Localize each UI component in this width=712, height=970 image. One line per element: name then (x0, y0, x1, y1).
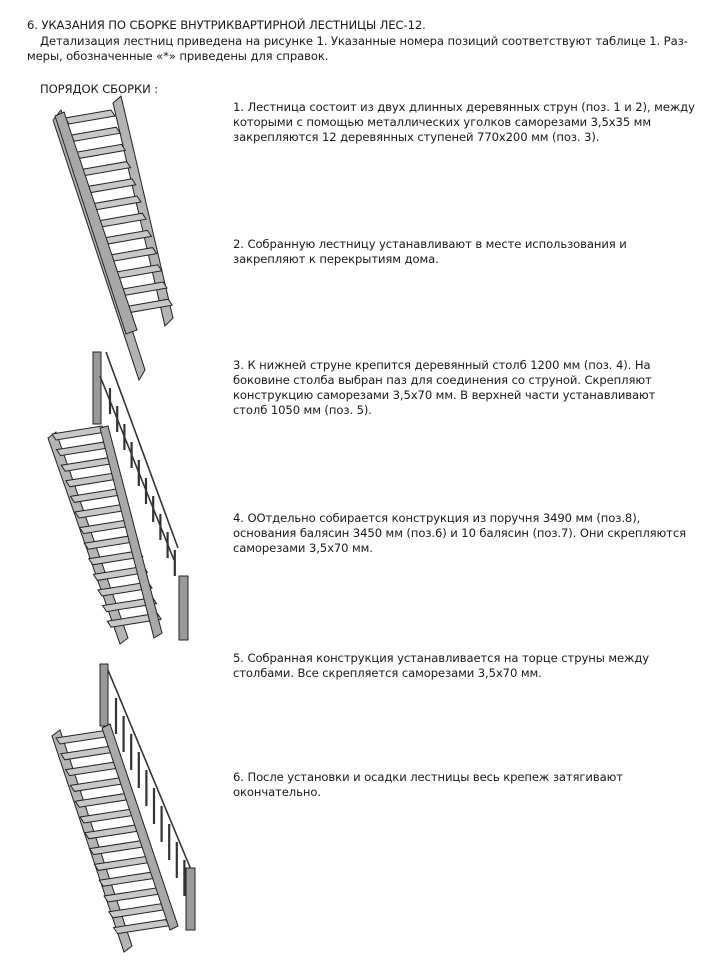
handrail (106, 352, 178, 548)
step-5-line: 5. Собранная конструкция устанавливается на торце струны между (233, 651, 650, 665)
step-2-line: 2. Собранную лестницу устанавливают в месте использования и (233, 237, 627, 251)
step-5-line: столбами. Все скрепляется саморезами 3,5х70 мм. (233, 666, 542, 680)
stair-tread (70, 127, 120, 141)
staircase-figure-1 (45, 98, 195, 343)
step-1-text (233, 100, 695, 145)
intro-line-2: меры, обозначенные «*» приведены для справок. (27, 49, 329, 63)
top-post (93, 352, 101, 424)
document-title: 6. УКАЗАНИЯ ПО СБОРКЕ ВНУТРИКВАРТИРНОЙ ЛЕСТНИЦЫ ЛЕС-12. (27, 18, 426, 32)
stair-tread (57, 442, 111, 456)
intro-line-1: Детализация лестниц приведена на рисунке 1. Указанные номера позиций соответствуют таблице 1. Раз- (40, 34, 688, 48)
stair-tread (91, 196, 141, 210)
stair-tread (80, 809, 136, 823)
step-2-line: закрепляют к перекрытиям дома. (233, 252, 439, 266)
stair-tread (61, 457, 115, 471)
stair-tread (66, 762, 122, 776)
staircase-figure-2 (42, 348, 202, 648)
step-4-text (233, 511, 686, 556)
step-6-line: окончательно. (233, 785, 321, 799)
step-3-line: столб 1050 мм (поз. 5). (233, 403, 372, 417)
step-5-text (233, 651, 673, 681)
bottom-post (179, 576, 188, 640)
top-post (100, 664, 108, 726)
stair-tread (86, 179, 136, 193)
step-4-line: 4. ООтдельно собирается конструкция из поручня 3490 мм (поз.8), (233, 511, 641, 525)
stair-tread (75, 793, 131, 807)
step-2-text (233, 237, 673, 267)
step-1-line: закрепляются 12 деревянных ступеней 770х200 мм (поз. 3). (233, 130, 600, 144)
stair-tread (101, 230, 151, 244)
step-4-line: основания балясин 3450 мм (поз.6) и 10 балясин (поз.7). Они скрепляются (233, 526, 686, 540)
stair-tread (65, 110, 115, 124)
step-3-line: конструкцию саморезами 3,5х70 мм. В верхней части устанавливают (233, 388, 656, 402)
bottom-post (186, 868, 195, 930)
step-6-text (233, 770, 673, 800)
step-3-text (233, 358, 673, 418)
stair-tread (81, 162, 131, 176)
stair-tread (52, 426, 106, 440)
step-4-line: саморезами 3,5х70 мм. (233, 541, 373, 555)
staircase-figure-3 (42, 658, 202, 958)
step-6-line: 6. После установки и осадки лестницы весь крепеж затягивают (233, 770, 623, 784)
stair-tread (75, 144, 125, 158)
stair-tread (96, 213, 146, 227)
step-3-line: 3. К нижней струне крепится деревянный столб 1200 мм (поз. 4). На (233, 358, 651, 372)
stair-tread (85, 825, 141, 839)
step-1-line: которыми с помощью металлических уголков саморезами 3,5х35 мм (233, 115, 651, 129)
step-3-line: боковине столба выбран паз для соединения со струной. Скрепляют (233, 373, 652, 387)
assembly-heading: ПОРЯДОК СБОРКИ : (40, 82, 159, 96)
step-1-line: 1. Лестница состоит из двух длинных деревянных струн (поз. 1 и 2), между (233, 100, 695, 114)
stair-tread (70, 777, 126, 791)
